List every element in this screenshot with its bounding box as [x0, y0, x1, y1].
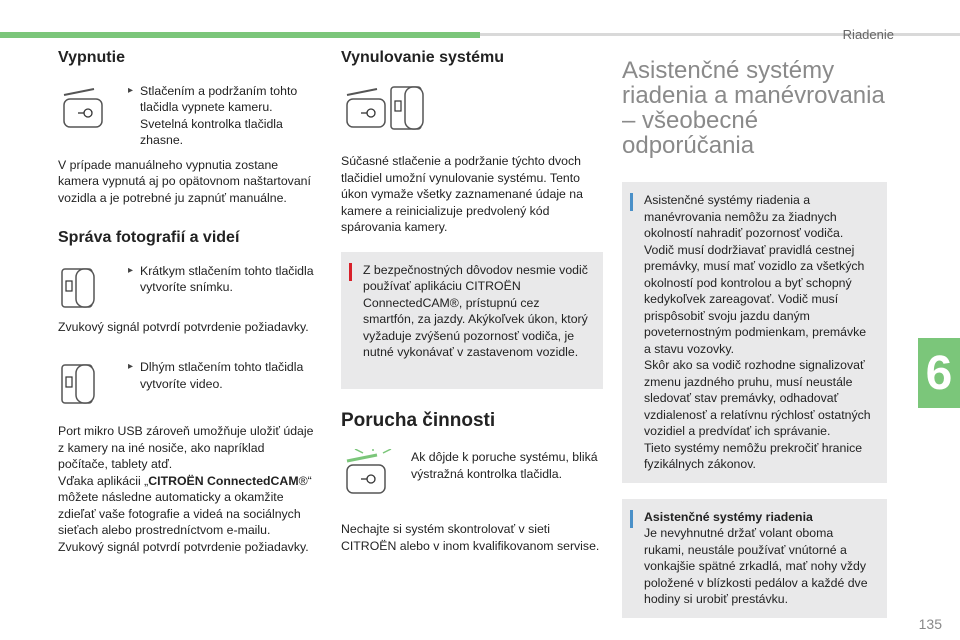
fault-heading: Porucha činnosti: [341, 409, 496, 431]
video-item: [58, 359, 316, 407]
info-note-title: Asistenčné systémy riadenia: [644, 509, 813, 524]
header-accent-bar: [0, 32, 480, 38]
reset-paragraph: Súčasné stlačenie a podržanie týchto dvoch tlačidiel umožní vynulovanie systému. Tento úkon vymaže všetky zaznamenané údaje na kamere a reinicializuje predvolený kód spárovania kamery.: [341, 154, 583, 234]
vypnutie-paragraph: V prípade manuálneho vypnutia zostane kamera vypnutá aj po opätovnom naštartovaní vozidla a je potrebné ju zapnúť manuálne.: [58, 157, 311, 205]
camera-capture-button-icon: [58, 263, 116, 311]
info-icon: [630, 193, 633, 211]
camera-warning-light-icon: [341, 449, 399, 497]
warning-icon: [349, 263, 352, 281]
camera-power-button-icon: [58, 83, 116, 131]
info-icon: [630, 510, 633, 528]
fault-paragraph: Nechajte si systém skontrolovať v sieti CITROËN alebo v inom kvalifikovanom servise.: [341, 522, 600, 553]
assist-title: Asistenčné systémy riadenia a manévrovania – všeobecné odporúčania: [622, 57, 885, 159]
section-label: Riadenie: [842, 27, 894, 42]
reset-heading: Vynulovanie systému: [341, 49, 505, 66]
photo-item: [58, 263, 316, 311]
usb-paragraph: Port mikro USB zároveň umožňuje uložiť údaje z kamery na iné nosiče, ako napríklad počítače, tablety atď. Vďaka aplikácii „CITROËN ConnectedCAM®“ môžete následne automaticky a okamžite zdieľať vaše fotografie a videá na sociálnych sieťach alebo prostredníctvom e-mailu. Zvukový signál potvrdí potvrdenie požiadavky.: [58, 424, 314, 554]
vypnutie-item: [58, 83, 316, 149]
bullet-icon: ▸: [128, 361, 134, 372]
camera-both-buttons-icon: [341, 83, 431, 133]
page-number: 135: [918, 616, 942, 632]
camera-capture-button-icon: [58, 359, 116, 407]
column-middle: [341, 50, 603, 554]
app-name: CITROËN ConnectedCAM: [148, 473, 299, 488]
fault-item: [341, 449, 603, 497]
column-right: [622, 50, 887, 618]
vypnutie-bullet-text: Stlačením a podržaním tohto tlačidla vypnete kameru. Svetelná kontrolka tlačidla zhasne.: [140, 83, 298, 147]
bullet-icon: ▸: [128, 84, 134, 96]
chapter-tab: 6: [918, 338, 960, 408]
vypnutie-heading: Vypnutie: [58, 49, 125, 66]
sprava-heading: Správa fotografií a videí: [58, 229, 240, 246]
info-note-steering: Asistenčné systémy riadenia Je nevyhnutné držať volant oboma rukami, neustále používať vnútorné a vonkajšie spätné zrkadlá, mať nohy vždy položené v blízkosti pedálov a každé dve hodiny si urobiť prestávku.: [622, 499, 887, 618]
fault-text: Ak dôjde k poruche systému, bliká výstražná kontrolka tlačidla.: [411, 450, 598, 481]
warning-text: Z bezpečnostných dôvodov nesmie vodič používať aplikáciu CITROËN ConnectedCAM®, prístupnú cez smartfón, za jazdy. Akýkoľvek úkon, ktorý vyžaduje zvýšenú pozornosť vodiča, je nutné vykonávať v zastavenom vozidle.: [363, 262, 588, 359]
column-left: [58, 50, 316, 555]
photo-paragraph: Zvukový signál potvrdí potvrdenie požiadavky.: [58, 319, 309, 334]
bullet-icon: ▸: [128, 264, 134, 276]
info-note-general: Asistenčné systémy riadenia a manévrovania nemôžu za žiadnych okolností nahradiť pozornosť vodiča. Vodič musí dodržiavať pravidlá cestnej premávky, musí mať vozidlo za všetkých okolností pod kontrolou a byť schopný kedykoľvek zareagovať. Vodič musí prispôsobiť svoju jazdu daným poveternostným podmienkam, premávke a stavu vozovky. Skôr ako sa vodič rozhodne signalizovať zmenu jazdného pruhu, musí neustále sledovať stav premávky, odhadovať vzdialenosť a relatívnu rýchlosť ostatných vozidiel a predvídať ich správanie. Tieto systémy nemôžu prekročiť hranice fyzikálnych zákonov.: [622, 182, 887, 483]
photo-bullet-text: Krátkym stlačením tohto tlačidla vytvoríte snímku.: [140, 263, 314, 294]
video-bullet-text: Dlhým stlačením tohto tlačidla vytvoríte video.: [140, 360, 304, 391]
warning-note: [341, 252, 603, 389]
